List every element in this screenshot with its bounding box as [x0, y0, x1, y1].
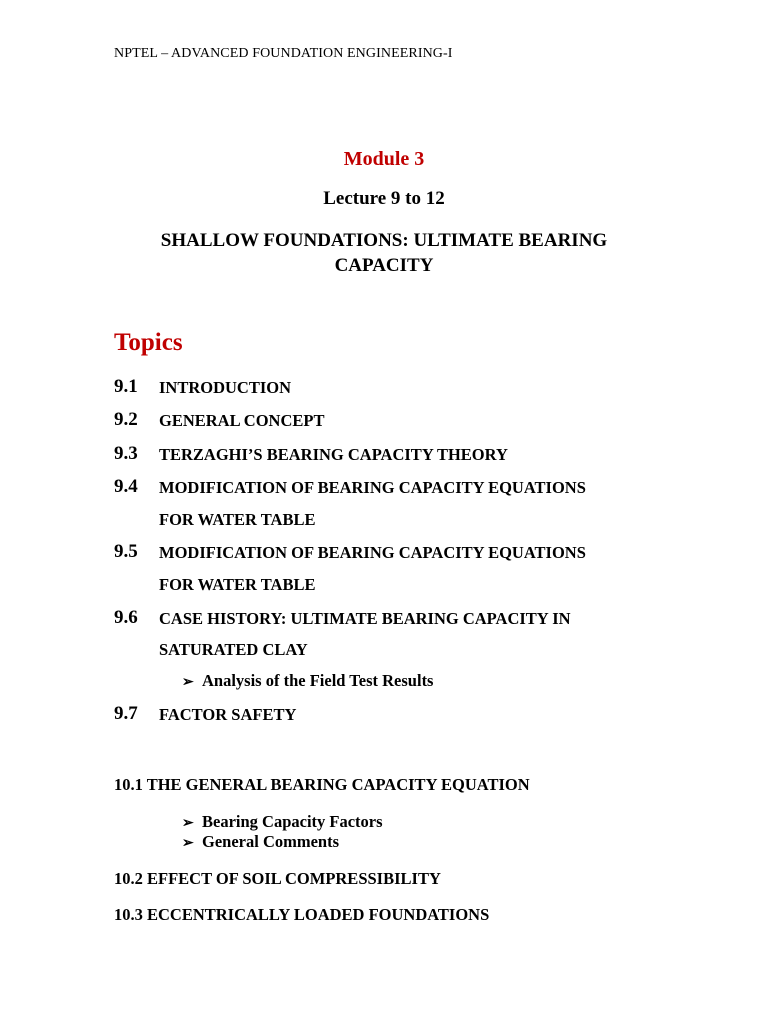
topic-number: 9.7 [114, 703, 138, 724]
topic-number: 9.2 [114, 409, 138, 430]
topic-title: TERZAGHI’S BEARING CAPACITY THEORY [159, 445, 508, 464]
topics-heading: Topics [114, 329, 183, 356]
section-title: 10.3 ECCENTRICALLY LOADED FOUNDATIONS [114, 905, 490, 924]
arrow-bullet-icon: ➢ [182, 836, 194, 851]
arrow-bullet-icon: ➢ [182, 675, 194, 690]
topic-number: 9.6 [114, 607, 138, 628]
document-title-line: CAPACITY [334, 255, 434, 276]
module-title: Module 3 [343, 148, 425, 170]
topic-title: FOR WATER TABLE [159, 575, 316, 594]
lecture-title: Lecture 9 to 12 [323, 188, 445, 209]
sub-topic [182, 671, 433, 691]
topic-title: SATURATED CLAY [159, 640, 308, 659]
topic-title: GENERAL CONCEPT [159, 411, 325, 430]
document-title-line: SHALLOW FOUNDATIONS: ULTIMATE BEARING [160, 230, 608, 251]
topic-number: 9.5 [114, 541, 138, 562]
topic-title: CASE HISTORY: ULTIMATE BEARING CAPACITY IN [159, 609, 571, 628]
topic-number: 9.4 [114, 476, 138, 497]
sub-topic-label: Bearing Capacity Factors [202, 812, 383, 831]
topic-title: MODIFICATION OF BEARING CAPACITY EQUATIONS [159, 478, 586, 497]
topic-number: 9.3 [114, 443, 138, 464]
topic-title: FACTOR SAFETY [159, 705, 297, 724]
document-title [0, 228, 768, 278]
arrow-bullet-icon: ➢ [182, 816, 194, 831]
section-title: 10.1 THE GENERAL BEARING CAPACITY EQUATION [114, 775, 530, 794]
sub-topic [182, 832, 339, 852]
topic-number: 9.1 [114, 376, 138, 397]
sub-topic [182, 812, 383, 832]
sub-topic-label: General Comments [202, 832, 340, 851]
section-title: 10.2 EFFECT OF SOIL COMPRESSIBILITY [114, 869, 441, 888]
topic-title: MODIFICATION OF BEARING CAPACITY EQUATIONS [159, 543, 586, 562]
sub-topic-label: Analysis of the Field Test Results [202, 671, 434, 690]
topic-title: FOR WATER TABLE [159, 510, 316, 529]
page-header: NPTEL – ADVANCED FOUNDATION ENGINEERING-I [114, 46, 453, 61]
topic-title: INTRODUCTION [159, 378, 292, 397]
